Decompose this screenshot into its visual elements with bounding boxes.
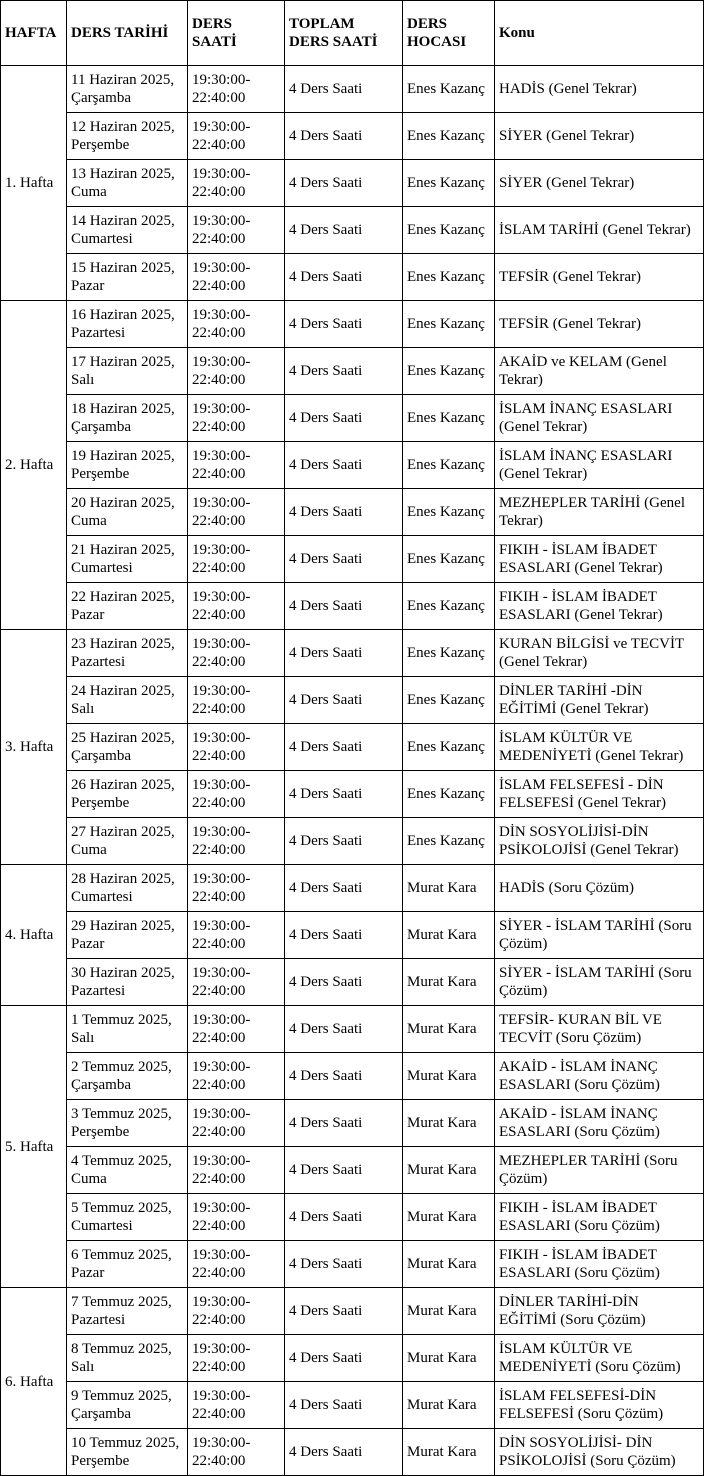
lesson-date: 23 Haziran 2025, Pazartesi <box>67 630 188 677</box>
table-row <box>1 301 704 348</box>
lesson-topic: KURAN BİLGİSİ ve TECVİT (Genel Tekrar) <box>495 630 704 677</box>
table-row <box>1 724 704 771</box>
lesson-date: 26 Haziran 2025, Perşembe <box>67 771 188 818</box>
total-hours: 4 Ders Saati <box>285 959 403 1006</box>
lesson-time: 19:30:00-22:40:00 <box>188 1006 285 1053</box>
teacher-name: Murat Kara <box>403 912 495 959</box>
total-hours: 4 Ders Saati <box>285 724 403 771</box>
lesson-time: 19:30:00-22:40:00 <box>188 1053 285 1100</box>
total-hours: 4 Ders Saati <box>285 489 403 536</box>
lesson-topic: AKAİD - İSLAM İNANÇ ESASLARI (Soru Çözüm) <box>495 1053 704 1100</box>
lesson-date: 5 Temmuz 2025, Cumartesi <box>67 1194 188 1241</box>
total-hours: 4 Ders Saati <box>285 1006 403 1053</box>
lesson-time: 19:30:00-22:40:00 <box>188 301 285 348</box>
teacher-name: Murat Kara <box>403 1241 495 1288</box>
lesson-time: 19:30:00-22:40:00 <box>188 677 285 724</box>
table-row <box>1 959 704 1006</box>
lesson-date: 10 Temmuz 2025, Perşembe <box>67 1429 188 1476</box>
lesson-date: 24 Haziran 2025, Salı <box>67 677 188 724</box>
lesson-date: 18 Haziran 2025, Çarşamba <box>67 395 188 442</box>
week-label: 3. Hafta <box>1 630 67 865</box>
table-row <box>1 1006 704 1053</box>
lesson-date: 28 Haziran 2025, Cumartesi <box>67 865 188 912</box>
teacher-name: Enes Kazanç <box>403 583 495 630</box>
total-hours: 4 Ders Saati <box>285 1288 403 1335</box>
total-hours: 4 Ders Saati <box>285 1335 403 1382</box>
week-label: 1. Hafta <box>1 66 67 301</box>
table-row <box>1 536 704 583</box>
teacher-name: Enes Kazanç <box>403 536 495 583</box>
lesson-date: 19 Haziran 2025, Perşembe <box>67 442 188 489</box>
lesson-topic: İSLAM FELSEFESİ-DİN FELSEFESİ (Soru Çözüm) <box>495 1382 704 1429</box>
total-hours: 4 Ders Saati <box>285 301 403 348</box>
lesson-topic: DİN SOSYOLİJİSİ-DİN PSİKOLOJİSİ (Genel Tekrar) <box>495 818 704 865</box>
lesson-date: 2 Temmuz 2025, Çarşamba <box>67 1053 188 1100</box>
table-row <box>1 207 704 254</box>
teacher-name: Enes Kazanç <box>403 301 495 348</box>
header-teacher: DERS HOCASI <box>403 1 495 66</box>
teacher-name: Enes Kazanç <box>403 207 495 254</box>
header-topic: Konu <box>495 1 704 66</box>
lesson-time: 19:30:00-22:40:00 <box>188 66 285 113</box>
lesson-date: 14 Haziran 2025, Cumartesi <box>67 207 188 254</box>
table-row <box>1 160 704 207</box>
total-hours: 4 Ders Saati <box>285 818 403 865</box>
table-row <box>1 489 704 536</box>
header-row <box>1 1 704 66</box>
teacher-name: Murat Kara <box>403 1053 495 1100</box>
lesson-date: 15 Haziran 2025, Pazar <box>67 254 188 301</box>
total-hours: 4 Ders Saati <box>285 677 403 724</box>
lesson-date: 8 Temmuz 2025, Salı <box>67 1335 188 1382</box>
lesson-time: 19:30:00-22:40:00 <box>188 724 285 771</box>
lesson-topic: İSLAM FELSEFESİ - DİN FELSEFESİ (Genel Tekrar) <box>495 771 704 818</box>
table-row <box>1 442 704 489</box>
lesson-time: 19:30:00-22:40:00 <box>188 771 285 818</box>
table-row <box>1 677 704 724</box>
lesson-date: 17 Haziran 2025, Salı <box>67 348 188 395</box>
lesson-date: 13 Haziran 2025, Cuma <box>67 160 188 207</box>
teacher-name: Enes Kazanç <box>403 254 495 301</box>
lesson-time: 19:30:00-22:40:00 <box>188 348 285 395</box>
teacher-name: Murat Kara <box>403 1288 495 1335</box>
lesson-topic: TEFSİR- KURAN BİL VE TECVİT (Soru Çözüm) <box>495 1006 704 1053</box>
lesson-topic: FIKIH - İSLAM İBADET ESASLARI (Genel Tekrar) <box>495 583 704 630</box>
total-hours: 4 Ders Saati <box>285 1241 403 1288</box>
total-hours: 4 Ders Saati <box>285 395 403 442</box>
teacher-name: Enes Kazanç <box>403 677 495 724</box>
lesson-time: 19:30:00-22:40:00 <box>188 442 285 489</box>
total-hours: 4 Ders Saati <box>285 865 403 912</box>
lesson-date: 9 Temmuz 2025, Çarşamba <box>67 1382 188 1429</box>
lesson-time: 19:30:00-22:40:00 <box>188 1335 285 1382</box>
lesson-date: 1 Temmuz 2025, Salı <box>67 1006 188 1053</box>
lesson-topic: TEFSİR (Genel Tekrar) <box>495 254 704 301</box>
table-row <box>1 771 704 818</box>
total-hours: 4 Ders Saati <box>285 348 403 395</box>
table-row <box>1 1335 704 1382</box>
table-row <box>1 66 704 113</box>
header-date: DERS TARİHİ <box>67 1 188 66</box>
total-hours: 4 Ders Saati <box>285 1429 403 1476</box>
week-label: 2. Hafta <box>1 301 67 630</box>
lesson-date: 6 Temmuz 2025, Pazar <box>67 1241 188 1288</box>
lesson-time: 19:30:00-22:40:00 <box>188 1382 285 1429</box>
teacher-name: Murat Kara <box>403 1429 495 1476</box>
total-hours: 4 Ders Saati <box>285 1194 403 1241</box>
lesson-topic: HADİS (Soru Çözüm) <box>495 865 704 912</box>
lesson-topic: HADİS (Genel Tekrar) <box>495 66 704 113</box>
lesson-topic: İSLAM TARİHİ (Genel Tekrar) <box>495 207 704 254</box>
lesson-date: 21 Haziran 2025, Cumartesi <box>67 536 188 583</box>
teacher-name: Enes Kazanç <box>403 724 495 771</box>
lesson-time: 19:30:00-22:40:00 <box>188 254 285 301</box>
table-row <box>1 348 704 395</box>
table-row <box>1 1429 704 1476</box>
table-row <box>1 254 704 301</box>
table-row <box>1 1241 704 1288</box>
lesson-date: 25 Haziran 2025, Çarşamba <box>67 724 188 771</box>
lesson-time: 19:30:00-22:40:00 <box>188 1429 285 1476</box>
teacher-name: Enes Kazanç <box>403 113 495 160</box>
teacher-name: Murat Kara <box>403 1335 495 1382</box>
lesson-time: 19:30:00-22:40:00 <box>188 395 285 442</box>
teacher-name: Murat Kara <box>403 865 495 912</box>
teacher-name: Enes Kazanç <box>403 395 495 442</box>
table-row <box>1 1100 704 1147</box>
table-row <box>1 865 704 912</box>
table-row <box>1 630 704 677</box>
teacher-name: Enes Kazanç <box>403 66 495 113</box>
total-hours: 4 Ders Saati <box>285 771 403 818</box>
lesson-date: 27 Haziran 2025, Cuma <box>67 818 188 865</box>
lesson-time: 19:30:00-22:40:00 <box>188 1288 285 1335</box>
lesson-date: 20 Haziran 2025, Cuma <box>67 489 188 536</box>
lesson-date: 7 Temmuz 2025, Pazartesi <box>67 1288 188 1335</box>
week-label: 4. Hafta <box>1 865 67 1006</box>
table-row <box>1 1053 704 1100</box>
lesson-topic: SİYER (Genel Tekrar) <box>495 113 704 160</box>
lesson-date: 4 Temmuz 2025, Cuma <box>67 1147 188 1194</box>
lesson-topic: AKAİD ve KELAM (Genel Tekrar) <box>495 348 704 395</box>
total-hours: 4 Ders Saati <box>285 160 403 207</box>
total-hours: 4 Ders Saati <box>285 1100 403 1147</box>
table-row <box>1 912 704 959</box>
lesson-date: 29 Haziran 2025, Pazar <box>67 912 188 959</box>
total-hours: 4 Ders Saati <box>285 912 403 959</box>
teacher-name: Murat Kara <box>403 1006 495 1053</box>
table-row <box>1 1382 704 1429</box>
teacher-name: Murat Kara <box>403 1194 495 1241</box>
lesson-time: 19:30:00-22:40:00 <box>188 1194 285 1241</box>
teacher-name: Murat Kara <box>403 1100 495 1147</box>
lesson-topic: SİYER - İSLAM TARİHİ (Soru Çözüm) <box>495 912 704 959</box>
teacher-name: Enes Kazanç <box>403 771 495 818</box>
table-row <box>1 818 704 865</box>
teacher-name: Murat Kara <box>403 1382 495 1429</box>
lesson-date: 3 Temmuz 2025, Perşembe <box>67 1100 188 1147</box>
lesson-time: 19:30:00-22:40:00 <box>188 959 285 1006</box>
lesson-date: 22 Haziran 2025, Pazar <box>67 583 188 630</box>
total-hours: 4 Ders Saati <box>285 1382 403 1429</box>
lesson-topic: TEFSİR (Genel Tekrar) <box>495 301 704 348</box>
lesson-topic: MEZHEPLER TARİHİ (Soru Çözüm) <box>495 1147 704 1194</box>
lesson-time: 19:30:00-22:40:00 <box>188 489 285 536</box>
lesson-time: 19:30:00-22:40:00 <box>188 536 285 583</box>
lesson-time: 19:30:00-22:40:00 <box>188 912 285 959</box>
table-row <box>1 1288 704 1335</box>
lesson-topic: İSLAM İNANÇ ESASLARI (Genel Tekrar) <box>495 442 704 489</box>
teacher-name: Enes Kazanç <box>403 818 495 865</box>
lesson-time: 19:30:00-22:40:00 <box>188 113 285 160</box>
total-hours: 4 Ders Saati <box>285 630 403 677</box>
header-total-hours: TOPLAM DERS SAATİ <box>285 1 403 66</box>
lesson-date: 30 Haziran 2025, Pazartesi <box>67 959 188 1006</box>
lesson-time: 19:30:00-22:40:00 <box>188 583 285 630</box>
lesson-time: 19:30:00-22:40:00 <box>188 1147 285 1194</box>
lesson-topic: SİYER - İSLAM TARİHİ (Soru Çözüm) <box>495 959 704 1006</box>
lesson-topic: MEZHEPLER TARİHİ (Genel Tekrar) <box>495 489 704 536</box>
lesson-topic: İSLAM İNANÇ ESASLARI (Genel Tekrar) <box>495 395 704 442</box>
lesson-time: 19:30:00-22:40:00 <box>188 818 285 865</box>
table-row <box>1 1194 704 1241</box>
total-hours: 4 Ders Saati <box>285 254 403 301</box>
week-label: 5. Hafta <box>1 1006 67 1288</box>
total-hours: 4 Ders Saati <box>285 583 403 630</box>
lesson-topic: İSLAM KÜLTÜR VE MEDENİYETİ (Genel Tekrar) <box>495 724 704 771</box>
lesson-topic: FIKIH - İSLAM İBADET ESASLARI (Soru Çözüm) <box>495 1194 704 1241</box>
lesson-time: 19:30:00-22:40:00 <box>188 207 285 254</box>
teacher-name: Enes Kazanç <box>403 160 495 207</box>
total-hours: 4 Ders Saati <box>285 113 403 160</box>
lesson-date: 11 Haziran 2025, Çarşamba <box>67 66 188 113</box>
header-week: HAFTA <box>1 1 67 66</box>
header-time: DERS SAATİ <box>188 1 285 66</box>
table-row <box>1 113 704 160</box>
teacher-name: Murat Kara <box>403 959 495 1006</box>
total-hours: 4 Ders Saati <box>285 66 403 113</box>
lesson-time: 19:30:00-22:40:00 <box>188 1241 285 1288</box>
teacher-name: Enes Kazanç <box>403 630 495 677</box>
table-row <box>1 1147 704 1194</box>
table-row <box>1 395 704 442</box>
teacher-name: Murat Kara <box>403 1147 495 1194</box>
lesson-time: 19:30:00-22:40:00 <box>188 1100 285 1147</box>
lesson-topic: SİYER (Genel Tekrar) <box>495 160 704 207</box>
teacher-name: Enes Kazanç <box>403 348 495 395</box>
teacher-name: Enes Kazanç <box>403 489 495 536</box>
lesson-topic: FIKIH - İSLAM İBADET ESASLARI (Soru Çözüm) <box>495 1241 704 1288</box>
lesson-time: 19:30:00-22:40:00 <box>188 160 285 207</box>
lesson-topic: AKAİD - İSLAM İNANÇ ESASLARI (Soru Çözüm) <box>495 1100 704 1147</box>
lesson-time: 19:30:00-22:40:00 <box>188 630 285 677</box>
lesson-topic: DİNLER TARİHİ -DİN EĞİTİMİ (Genel Tekrar) <box>495 677 704 724</box>
total-hours: 4 Ders Saati <box>285 207 403 254</box>
lesson-date: 12 Haziran 2025, Perşembe <box>67 113 188 160</box>
lesson-time: 19:30:00-22:40:00 <box>188 865 285 912</box>
table-row <box>1 583 704 630</box>
lesson-topic: DİN SOSYOLİJİSİ- DİN PSİKOLOJİSİ (Soru Çözüm) <box>495 1429 704 1476</box>
lesson-topic: İSLAM KÜLTÜR VE MEDENİYETİ (Soru Çözüm) <box>495 1335 704 1382</box>
lesson-topic: DİNLER TARİHİ-DİN EĞİTİMİ (Soru Çözüm) <box>495 1288 704 1335</box>
week-label: 6. Hafta <box>1 1288 67 1476</box>
total-hours: 4 Ders Saati <box>285 536 403 583</box>
teacher-name: Enes Kazanç <box>403 442 495 489</box>
schedule-body <box>1 66 704 1476</box>
lesson-topic: FIKIH - İSLAM İBADET ESASLARI (Genel Tekrar) <box>495 536 704 583</box>
lesson-date: 16 Haziran 2025, Pazartesi <box>67 301 188 348</box>
total-hours: 4 Ders Saati <box>285 1053 403 1100</box>
total-hours: 4 Ders Saati <box>285 1147 403 1194</box>
total-hours: 4 Ders Saati <box>285 442 403 489</box>
